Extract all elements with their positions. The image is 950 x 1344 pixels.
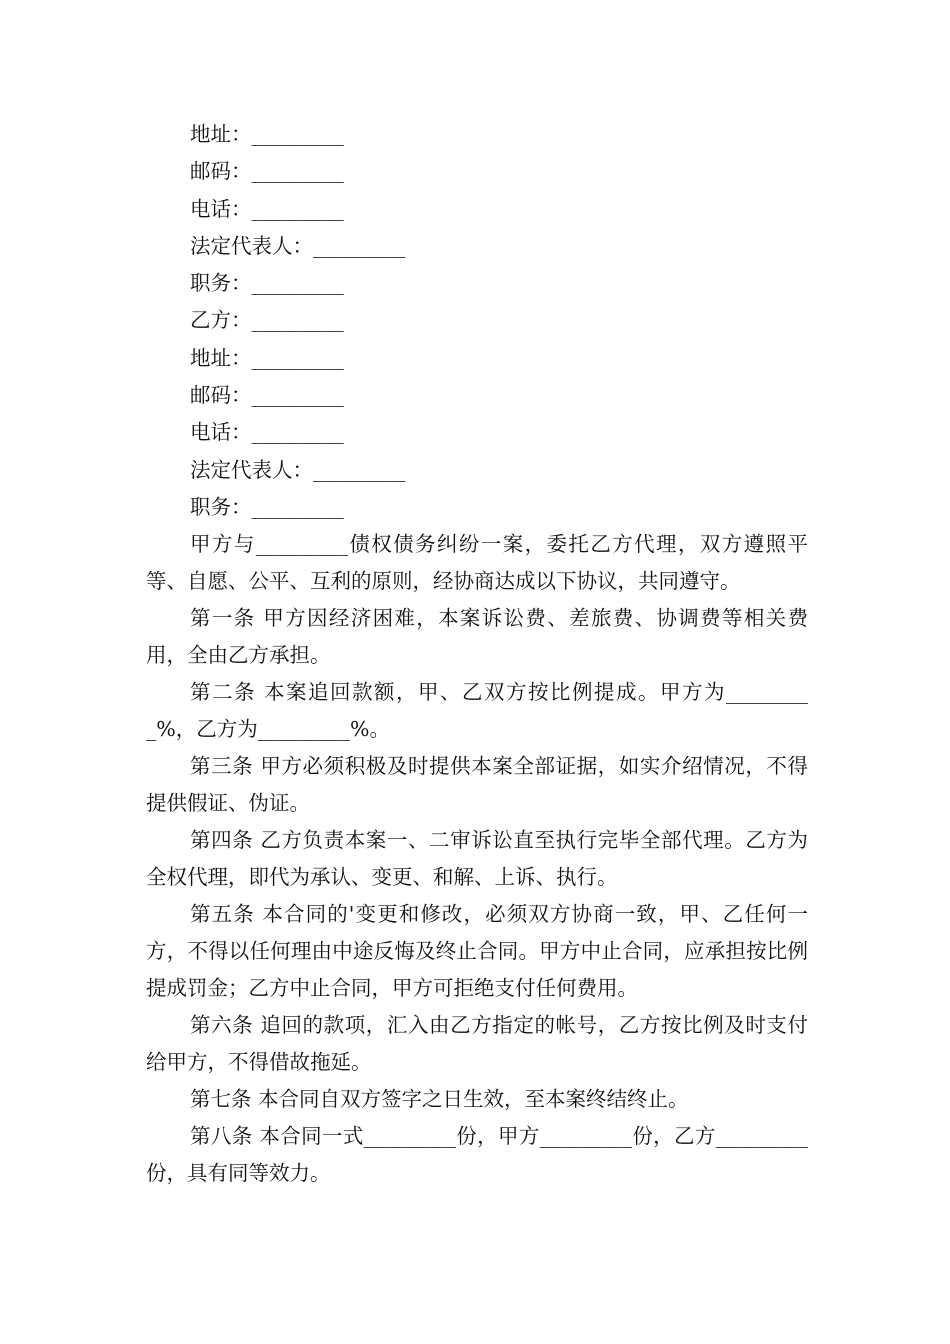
- field-line: 法定代表人：_________: [190, 233, 406, 258]
- field-line: 职务：_________: [190, 494, 344, 519]
- article-8: 第八条 本合同一式_________份，甲方_________份，乙方_________份，具有同等效力。: [146, 1124, 808, 1186]
- field-line: 邮码：_________: [190, 159, 344, 184]
- field-line: 电话：_________: [190, 196, 344, 221]
- article-3: 第三条 甲方必须积极及时提供本案全部证据，如实介绍情况，不得提供假证、伪证。: [146, 754, 808, 816]
- article-2: 第二条 本案追回款额，甲、乙双方按比例提成。甲方为_________%，乙方为_________%。: [146, 680, 808, 742]
- contract-body: [146, 526, 808, 1192]
- article-5: 第五条 本合同的'变更和修改，必须双方协商一致，甲、乙任何一方，不得以任何理由中途反悔及终止合同。甲方中止合同，应承担按比例提成罚金；乙方中止合同，甲方可拒绝支付任何费用。: [146, 902, 808, 1001]
- field-line: 乙方：_________: [190, 308, 344, 333]
- intro-paragraph: 甲方与_________债权债务纠纷一案，委托乙方代理，双方遵照平等、自愿、公平、互利的原则，经协商达成以下协议，共同遵守。: [146, 532, 808, 594]
- field-line: 职务：_________: [190, 271, 344, 296]
- field-line: 法定代表人：_________: [190, 457, 406, 482]
- article-7: 第七条 本合同自双方签字之日生效，至本案终结终止。: [190, 1087, 689, 1112]
- field-line: 地址：_________: [190, 122, 344, 146]
- article-6: 第六条 追回的款项，汇入由乙方指定的帐号，乙方按比例及时支付给甲方，不得借故拖延。: [146, 1013, 808, 1075]
- party-info-fields: [146, 116, 808, 526]
- field-line: 地址：_________: [190, 345, 344, 370]
- article-1: 第一条 甲方因经济困难，本案诉讼费、差旅费、协调费等相关费用，全由乙方承担。: [146, 606, 808, 668]
- field-line: 电话：_________: [190, 420, 344, 445]
- article-4: 第四条 乙方负责本案一、二审诉讼直至执行完毕全部代理。乙方为全权代理，即代为承认、变更、和解、上诉、执行。: [146, 828, 808, 890]
- field-line: 邮码：_________: [190, 383, 344, 408]
